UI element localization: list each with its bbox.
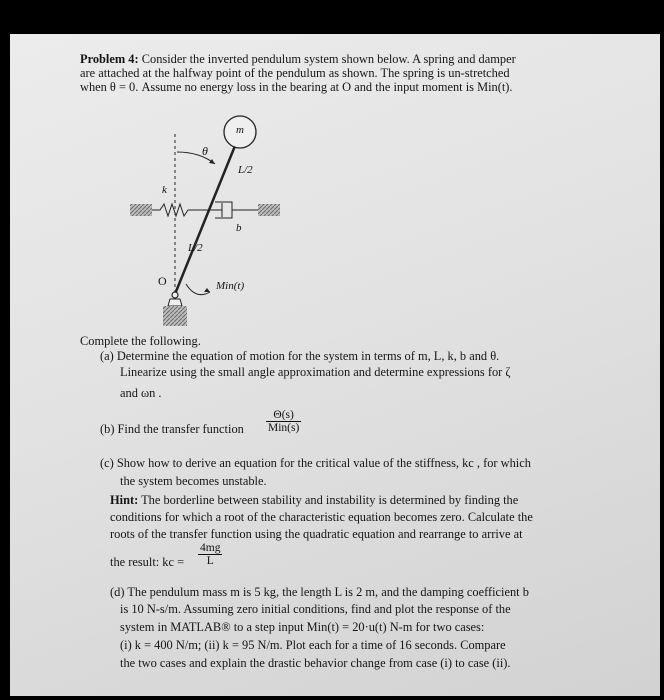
task-b-numerator: Θ(s) (266, 409, 301, 422)
task-a-line-3: and ωn . (120, 386, 162, 400)
task-b-fraction (266, 409, 301, 434)
pivot-bearing (172, 292, 178, 298)
task-a-line-2: Linearize using the small angle approximation and determine expressions for ζ (120, 365, 511, 379)
task-a-line-1: (a) Determine the equation of motion for the system in terms of m, L, k, b and θ. (100, 349, 500, 363)
task-c-line-2: the system becomes unstable. (120, 474, 267, 488)
task-d-line-5: the two cases and explain the drastic behavior change from case (i) to case (ii). (120, 656, 511, 670)
pivot-label: O (158, 274, 167, 288)
task-c-line-1: (c) Show how to derive an equation for the critical value of the stiffness, kc , for which (100, 456, 531, 470)
task-d-line-4: (i) k = 400 N/m; (ii) k = 95 N/m. Plot each for a time of 16 seconds. Compare (120, 638, 506, 652)
result-denominator: L (206, 555, 214, 567)
ground-support (163, 306, 187, 326)
problem-heading: Problem 4: (80, 52, 139, 66)
hint-line-2: conditions for which a root of the characteristic equation becomes zero. Calculate the (110, 510, 533, 524)
task-d-line-3: system in MATLAB® to a step input Min(t) = 20·u(t) N-m for two cases: (120, 620, 485, 634)
result-text: the result: kc = (110, 555, 185, 569)
hint-line-3: roots of the transfer function using the quadratic equation and rearrange to arrive at (110, 527, 523, 541)
damper-label: b (236, 222, 242, 234)
mass-label: m (236, 124, 244, 136)
right-wall (258, 204, 280, 216)
task-d-line-1: (d) The pendulum mass m is 5 kg, the length L is 2 m, and the damping coefficient b (110, 585, 529, 599)
spring-label: k (162, 184, 167, 196)
task-b-denominator: Min(s) (268, 422, 300, 434)
problem-statement-line-3: when θ = 0. Assume no energy loss in the bearing at O and the input moment is Min(t). (80, 80, 513, 94)
pendulum-drawing (10, 34, 660, 334)
theta-arc (177, 152, 215, 164)
theta-label: θ (202, 144, 208, 158)
problem-statement-line-2: are attached at the halfway point of the pendulum as shown. The spring is un-stretched (80, 66, 510, 80)
hint-line-1: Hint: The borderline between stability and instability is determined by finding the (110, 493, 519, 507)
moment-label: Min(t) (216, 280, 245, 292)
result-fraction (198, 542, 222, 567)
problem-statement-line-1: Problem 4: Consider the inverted pendulum system shown below. A spring and damper (80, 52, 516, 66)
result-numerator: 4mg (200, 542, 221, 554)
upper-half-length-label: L/2 (238, 164, 253, 176)
task-d-line-2: is 10 N-s/m. Assuming zero initial conditions, find and plot the response of the (120, 602, 511, 616)
hint-label: Hint: (110, 493, 139, 507)
left-wall (130, 204, 152, 216)
task-b-text: (b) Find the transfer function (100, 422, 244, 436)
spring (152, 204, 206, 216)
lower-half-length-label: L/2 (188, 242, 203, 254)
tasks-intro: Complete the following. (80, 334, 201, 348)
pendulum-diagram (10, 34, 660, 334)
problem-sheet (10, 34, 660, 696)
